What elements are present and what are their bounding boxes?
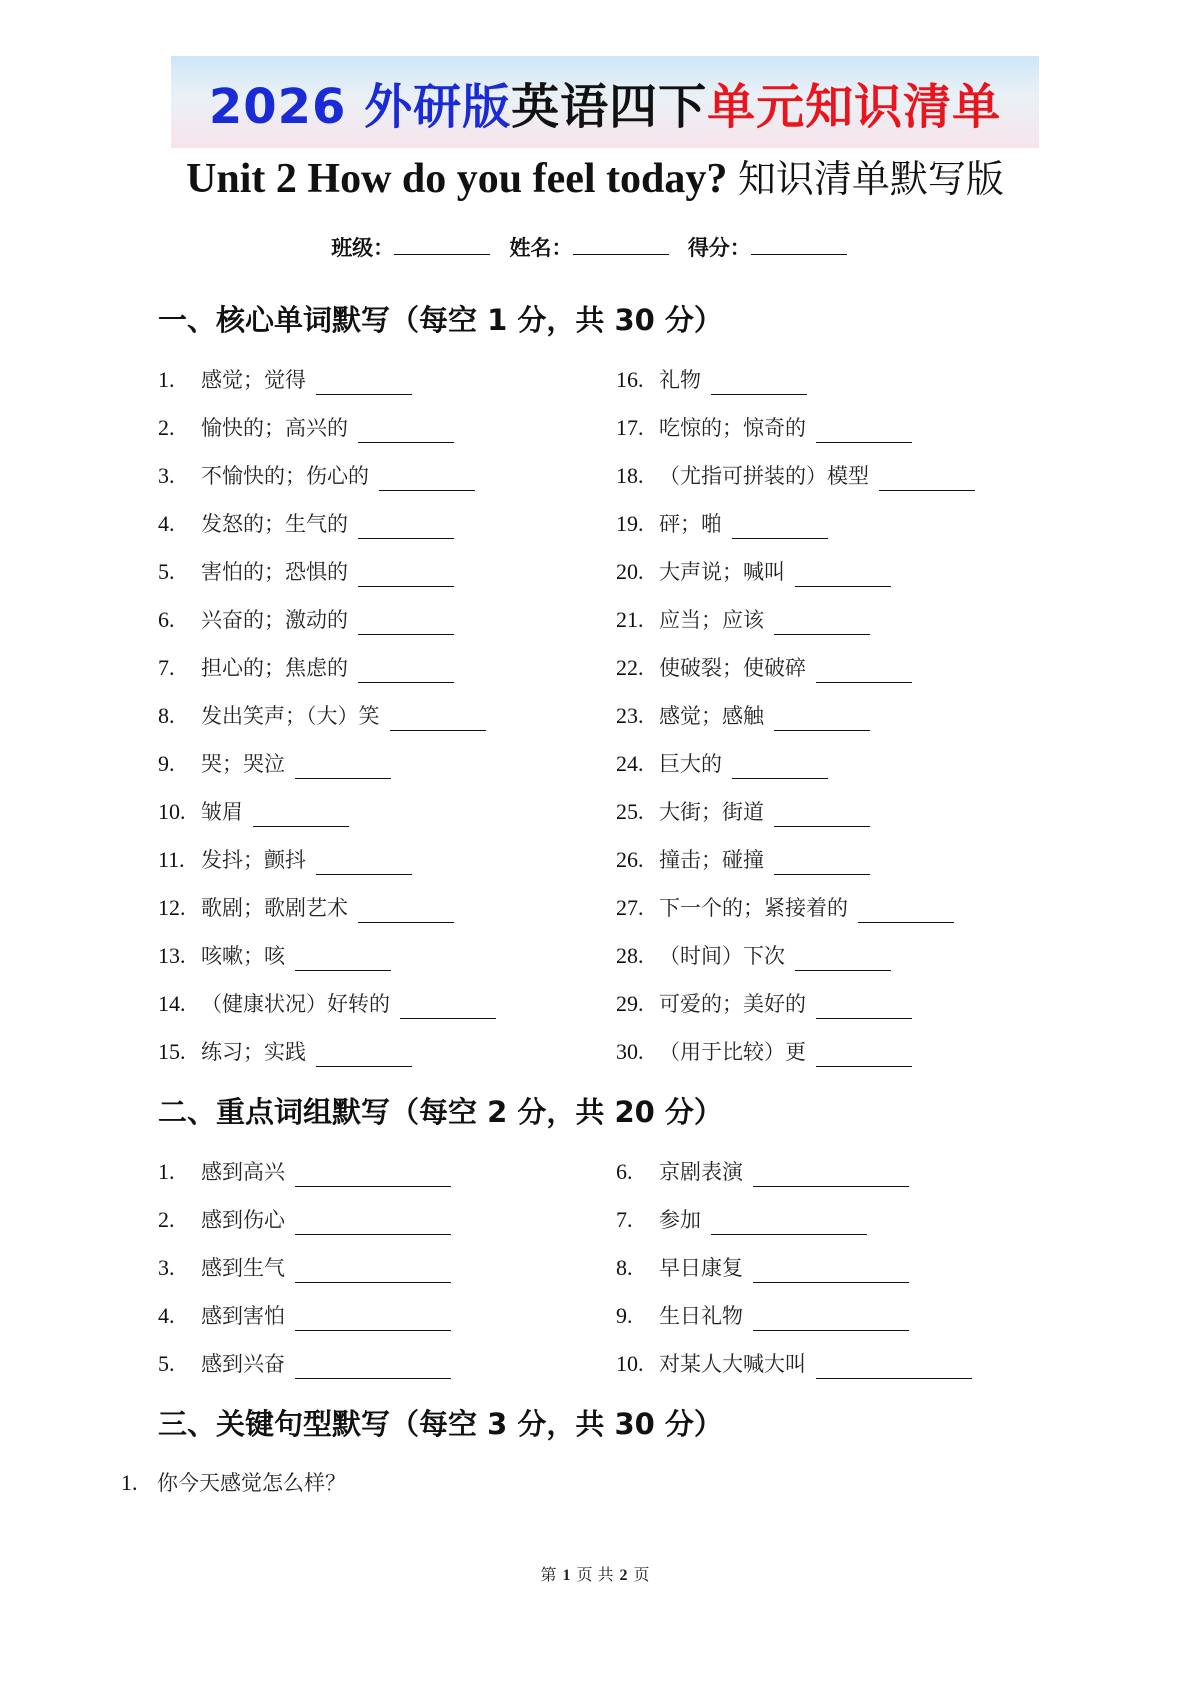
answer-blank[interactable] — [795, 948, 891, 971]
list-item — [158, 797, 349, 827]
item-number: 25. — [616, 799, 644, 824]
answer-blank[interactable] — [295, 1164, 451, 1187]
item-prompt: （用于比较）更 — [659, 1040, 806, 1064]
title-banner — [171, 56, 1039, 148]
item-prompt: 参加 — [659, 1208, 701, 1232]
page-footer — [0, 1562, 1190, 1585]
item-prompt: 发怒的；生气的 — [201, 512, 348, 536]
item-prompt: 感到兴奋 — [201, 1352, 285, 1376]
list-item — [158, 941, 391, 971]
item-prompt: 你今天感觉怎么样？ — [157, 1471, 346, 1495]
list-item — [616, 1157, 909, 1187]
item-number: 26. — [616, 847, 644, 872]
answer-blank[interactable] — [379, 468, 475, 491]
answer-blank[interactable] — [816, 1356, 972, 1379]
name-label: 姓名： — [509, 236, 573, 260]
item-number: 2. — [158, 1207, 175, 1232]
footer-page-number: 1 — [562, 1567, 571, 1584]
list-item — [158, 1301, 451, 1331]
item-number: 14. — [158, 991, 186, 1016]
list-item — [616, 461, 975, 491]
item-prompt: 感到害怕 — [201, 1304, 285, 1328]
item-number: 12. — [158, 895, 186, 920]
list-item — [616, 1301, 909, 1331]
item-prompt: 使破裂；使破碎 — [659, 656, 806, 680]
answer-blank[interactable] — [358, 660, 454, 683]
item-prompt: 吃惊的；惊奇的 — [659, 416, 806, 440]
item-prompt: 可爱的；美好的 — [659, 992, 806, 1016]
list-item — [158, 461, 475, 491]
answer-blank[interactable] — [774, 852, 870, 875]
item-prompt: 咳嗽；咳 — [201, 944, 285, 968]
list-item — [158, 989, 496, 1019]
list-item — [158, 605, 454, 635]
answer-blank[interactable] — [795, 564, 891, 587]
item-number: 9. — [616, 1303, 633, 1328]
answer-blank[interactable] — [253, 804, 349, 827]
footer-mid: 页 共 — [576, 1565, 614, 1584]
answer-blank[interactable] — [358, 564, 454, 587]
answer-blank[interactable] — [711, 1212, 867, 1235]
item-prompt: 感到伤心 — [201, 1208, 285, 1232]
item-number: 7. — [158, 655, 175, 680]
class-label: 班级： — [331, 236, 395, 260]
subtitle-chinese: 知识清单默写版 — [737, 157, 1004, 201]
item-prompt: 对某人大喊大叫 — [659, 1352, 806, 1376]
answer-blank[interactable] — [816, 1044, 912, 1067]
answer-blank[interactable] — [358, 516, 454, 539]
answer-blank[interactable] — [753, 1308, 909, 1331]
answer-blank[interactable] — [816, 996, 912, 1019]
item-number: 13. — [158, 943, 186, 968]
footer-pre: 第 — [540, 1565, 557, 1584]
list-item — [616, 797, 870, 827]
banner-part-topic: 单元知识清单 — [707, 78, 1002, 135]
answer-blank[interactable] — [753, 1260, 909, 1283]
answer-blank[interactable] — [316, 372, 412, 395]
item-number: 5. — [158, 1351, 175, 1376]
banner-title — [209, 68, 1001, 137]
item-number: 10. — [616, 1351, 644, 1376]
answer-blank[interactable] — [816, 420, 912, 443]
answer-blank[interactable] — [295, 1356, 451, 1379]
list-item — [616, 1253, 909, 1283]
list-item — [158, 653, 454, 683]
item-prompt: 京剧表演 — [659, 1160, 743, 1184]
list-item — [616, 413, 912, 443]
list-item — [158, 1037, 412, 1067]
section-3-heading: 三、关键句型默写（每空 3 分，共 30 分） — [158, 1407, 723, 1441]
item-prompt: 哭；哭泣 — [201, 752, 285, 776]
item-prompt: 感到高兴 — [201, 1160, 285, 1184]
item-prompt: 发抖；颤抖 — [201, 848, 306, 872]
answer-blank[interactable] — [732, 516, 828, 539]
answer-blank[interactable] — [390, 708, 486, 731]
answer-blank[interactable] — [358, 420, 454, 443]
item-number: 11. — [158, 847, 185, 872]
item-prompt: 发出笑声；（大）笑 — [201, 704, 380, 728]
item-prompt: （健康状况）好转的 — [201, 992, 390, 1016]
answer-blank[interactable] — [295, 1212, 451, 1235]
item-number: 3. — [158, 463, 175, 488]
answer-blank[interactable] — [753, 1164, 909, 1187]
list-item — [158, 1205, 451, 1235]
answer-blank[interactable] — [316, 852, 412, 875]
answer-blank[interactable] — [774, 804, 870, 827]
banner-part-subject: 英语四下 — [511, 78, 708, 135]
list-item — [158, 365, 412, 395]
item-number: 22. — [616, 655, 644, 680]
section-1-heading: 一、核心单词默写（每空 1 分，共 30 分） — [158, 303, 723, 337]
item-prompt: 巨大的 — [659, 752, 722, 776]
item-number: 5. — [158, 559, 175, 584]
student-info-fields — [0, 232, 1190, 262]
item-number: 9. — [158, 751, 175, 776]
list-item — [616, 365, 807, 395]
item-prompt: 应当；应该 — [659, 608, 764, 632]
list-item — [616, 941, 891, 971]
item-number: 6. — [616, 1159, 633, 1184]
item-number: 7. — [616, 1207, 633, 1232]
list-item — [158, 1253, 451, 1283]
item-prompt: 不愉快的；伤心的 — [201, 464, 369, 488]
page-subtitle — [0, 148, 1190, 203]
item-number: 8. — [158, 703, 175, 728]
answer-blank[interactable] — [295, 948, 391, 971]
item-prompt: 大街；街道 — [659, 800, 764, 824]
item-prompt: 愉快的；高兴的 — [201, 416, 348, 440]
item-number: 18. — [616, 463, 644, 488]
class-blank[interactable] — [394, 234, 490, 255]
list-item — [616, 1037, 912, 1067]
item-number: 29. — [616, 991, 644, 1016]
footer-total-pages: 2 — [619, 1567, 628, 1584]
item-number: 8. — [616, 1255, 633, 1280]
item-prompt: 大声说；喊叫 — [659, 560, 785, 584]
list-item — [158, 509, 454, 539]
list-item — [158, 845, 412, 875]
item-prompt: 生日礼物 — [659, 1304, 743, 1328]
item-number: 16. — [616, 367, 644, 392]
answer-blank[interactable] — [400, 996, 496, 1019]
answer-blank[interactable] — [295, 1260, 451, 1283]
item-prompt: 下一个的；紧接着的 — [659, 896, 848, 920]
list-item — [616, 701, 870, 731]
answer-blank[interactable] — [316, 1044, 412, 1067]
item-prompt: 撞击；碰撞 — [659, 848, 764, 872]
list-item — [616, 845, 870, 875]
item-prompt: 担心的；焦虑的 — [201, 656, 348, 680]
list-item — [616, 1349, 972, 1379]
list-item — [158, 1157, 451, 1187]
item-number: 27. — [616, 895, 644, 920]
item-prompt: 早日康复 — [659, 1256, 743, 1280]
item-prompt: 砰；啪 — [659, 512, 722, 536]
section-2-heading: 二、重点词组默写（每空 2 分，共 20 分） — [158, 1095, 723, 1129]
list-item — [158, 893, 454, 923]
answer-blank[interactable] — [295, 756, 391, 779]
list-item — [158, 413, 454, 443]
item-number: 17. — [616, 415, 644, 440]
list-item — [616, 653, 912, 683]
item-number: 6. — [158, 607, 175, 632]
item-number: 4. — [158, 1303, 175, 1328]
score-blank[interactable] — [751, 234, 847, 255]
item-number: 28. — [616, 943, 644, 968]
footer-post: 页 — [633, 1565, 650, 1584]
item-number: 30. — [616, 1039, 644, 1064]
item-prompt: 兴奋的；激动的 — [201, 608, 348, 632]
item-prompt: 皱眉 — [201, 800, 243, 824]
answer-blank[interactable] — [816, 660, 912, 683]
list-item — [158, 557, 454, 587]
item-prompt: 礼物 — [659, 368, 701, 392]
name-blank[interactable] — [573, 234, 669, 255]
answer-blank[interactable] — [774, 612, 870, 635]
item-prompt: 感觉；感触 — [659, 704, 764, 728]
list-item — [616, 893, 954, 923]
item-number: 23. — [616, 703, 644, 728]
answer-blank[interactable] — [774, 708, 870, 731]
item-prompt: 害怕的；恐惧的 — [201, 560, 348, 584]
list-item — [616, 989, 912, 1019]
answer-blank[interactable] — [879, 468, 975, 491]
score-label: 得分： — [687, 236, 751, 260]
item-number: 10. — [158, 799, 186, 824]
list-item — [158, 1349, 451, 1379]
item-prompt: 练习；实践 — [201, 1040, 306, 1064]
list-item — [616, 749, 828, 779]
item-prompt: （尤指可拼装的）模型 — [659, 464, 869, 488]
answer-blank[interactable] — [358, 900, 454, 923]
item-number: 1. — [158, 367, 175, 392]
item-prompt: 感到生气 — [201, 1256, 285, 1280]
item-prompt: 歌剧；歌剧艺术 — [201, 896, 348, 920]
list-item — [616, 557, 891, 587]
item-number: 21. — [616, 607, 644, 632]
item-number: 3. — [158, 1255, 175, 1280]
item-number: 4. — [158, 511, 175, 536]
item-number: 15. — [158, 1039, 186, 1064]
list-item — [158, 749, 391, 779]
list-item — [616, 509, 828, 539]
list-item — [616, 1205, 867, 1235]
answer-blank[interactable] — [711, 372, 807, 395]
item-number: 19. — [616, 511, 644, 536]
subtitle-english: Unit 2 How do you feel today? — [186, 156, 728, 202]
answer-blank[interactable] — [858, 900, 954, 923]
item-number: 20. — [616, 559, 644, 584]
answer-blank[interactable] — [732, 756, 828, 779]
item-prompt: 感觉；觉得 — [201, 368, 306, 392]
answer-blank[interactable] — [358, 612, 454, 635]
banner-part-publisher: 2026 外研版 — [208, 78, 512, 135]
answer-blank[interactable] — [295, 1308, 451, 1331]
list-item — [158, 701, 486, 731]
sentence-item — [121, 1467, 346, 1497]
item-number: 1. — [121, 1470, 138, 1495]
list-item — [616, 605, 870, 635]
item-prompt: （时间）下次 — [659, 944, 785, 968]
item-number: 24. — [616, 751, 644, 776]
item-number: 1. — [158, 1159, 175, 1184]
item-number: 2. — [158, 415, 175, 440]
